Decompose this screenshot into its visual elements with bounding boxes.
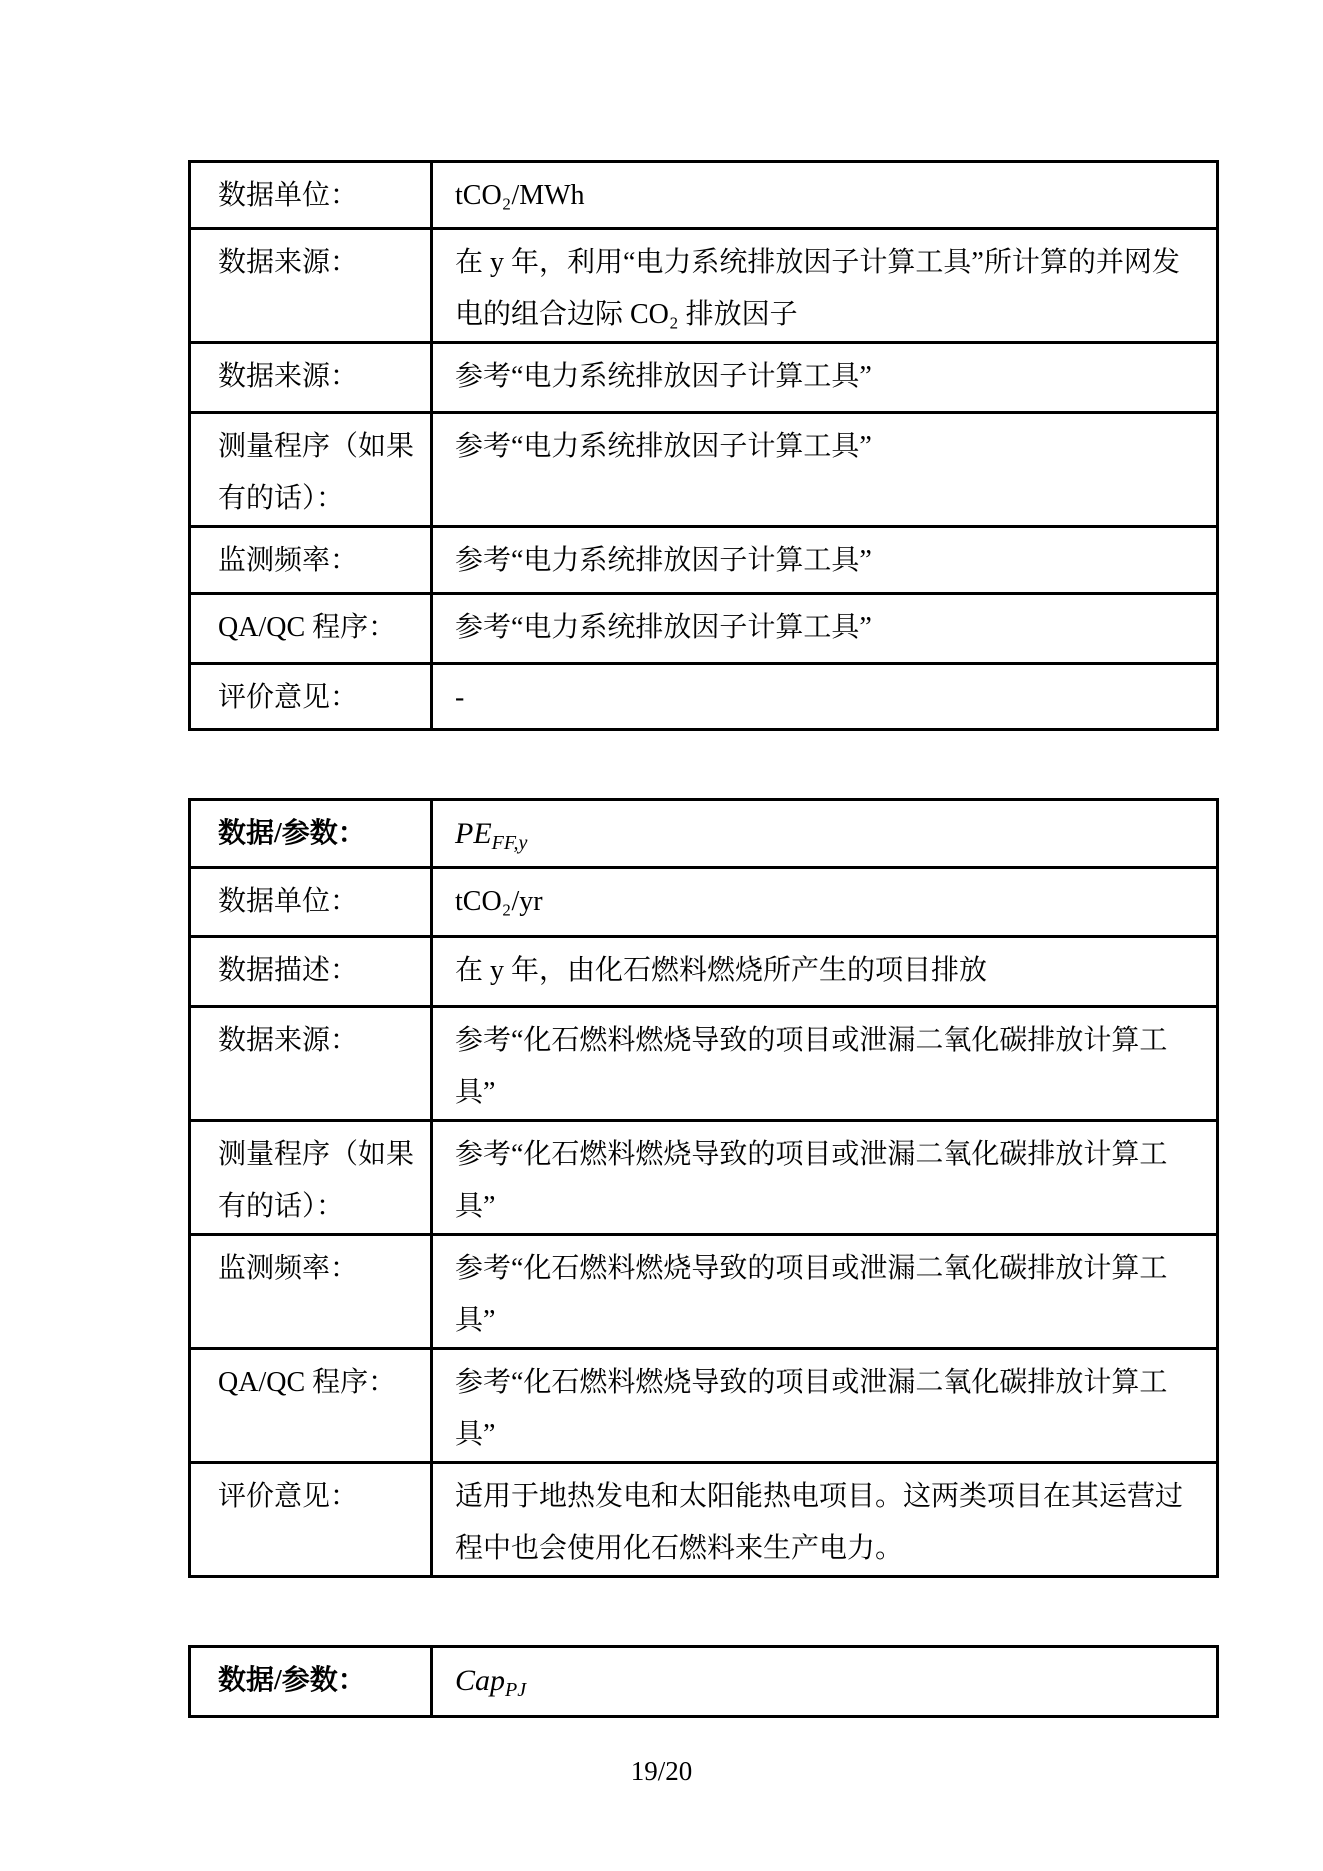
table-row xyxy=(190,229,1218,343)
row-value: 参考“电力系统排放因子计算工具” xyxy=(432,594,1218,664)
table-row xyxy=(190,1121,1218,1235)
row-value xyxy=(432,800,1218,868)
parameter-formula xyxy=(455,1664,527,1701)
table-row xyxy=(190,800,1218,868)
formula-subscript: FF,y xyxy=(491,832,528,854)
table-row xyxy=(190,1647,1218,1717)
row-value: tCO₂/MWh xyxy=(432,162,1218,229)
row-label: 数据/参数： xyxy=(190,1647,432,1717)
parameter-formula xyxy=(455,817,528,854)
row-label: 测量程序（如果有的话）： xyxy=(190,1121,432,1235)
row-label: QA/QC 程序： xyxy=(190,1349,432,1463)
row-label: 评价意见： xyxy=(190,1463,432,1577)
row-label: 数据来源： xyxy=(190,343,432,413)
row-value: 参考“电力系统排放因子计算工具” xyxy=(432,413,1218,527)
row-value: 参考“电力系统排放因子计算工具” xyxy=(432,527,1218,594)
table-row xyxy=(190,664,1218,730)
row-value: 参考“化石燃料燃烧导致的项目或泄漏二氧化碳排放计算工具” xyxy=(432,1235,1218,1349)
table-row xyxy=(190,594,1218,664)
row-label: 数据/参数： xyxy=(190,800,432,868)
parameter-table-3 xyxy=(188,1645,1219,1718)
table-row xyxy=(190,1235,1218,1349)
row-value: - xyxy=(432,664,1218,730)
row-label: 数据单位： xyxy=(190,162,432,229)
row-label: 监测频率： xyxy=(190,527,432,594)
row-value: 在 y 年，利用“电力系统排放因子计算工具”所计算的并网发电的组合边际 CO₂ 排放因子 xyxy=(432,229,1218,343)
page-content xyxy=(188,160,1184,1785)
row-label: 监测频率： xyxy=(190,1235,432,1349)
table-row xyxy=(190,1349,1218,1463)
row-label: QA/QC 程序： xyxy=(190,594,432,664)
row-value: 适用于地热发电和太阳能热电项目。这两类项目在其运营过程中也会使用化石燃料来生产电力。 xyxy=(432,1463,1218,1577)
formula-subscript: PJ xyxy=(505,1679,527,1701)
row-label: 数据单位： xyxy=(190,868,432,937)
row-label: 数据来源： xyxy=(190,229,432,343)
formula-base: PE xyxy=(455,817,492,850)
row-value: tCO₂/yr xyxy=(432,868,1218,937)
table-row xyxy=(190,162,1218,229)
table-row xyxy=(190,413,1218,527)
formula-base: Cap xyxy=(455,1664,506,1697)
parameter-table-2 xyxy=(188,798,1219,1578)
row-value: 参考“化石燃料燃烧导致的项目或泄漏二氧化碳排放计算工具” xyxy=(432,1349,1218,1463)
row-value: 参考“化石燃料燃烧导致的项目或泄漏二氧化碳排放计算工具” xyxy=(432,1121,1218,1235)
row-value xyxy=(432,1647,1218,1717)
row-label: 数据描述： xyxy=(190,937,432,1007)
table-row xyxy=(190,868,1218,937)
page-number: 19/20 xyxy=(630,1756,693,1786)
table-row xyxy=(190,1463,1218,1577)
table-row xyxy=(190,937,1218,1007)
table-row xyxy=(190,343,1218,413)
row-value: 参考“化石燃料燃烧导致的项目或泄漏二氧化碳排放计算工具” xyxy=(432,1007,1218,1121)
row-value: 参考“电力系统排放因子计算工具” xyxy=(432,343,1218,413)
row-label: 评价意见： xyxy=(190,664,432,730)
table-row xyxy=(190,1007,1218,1121)
row-label: 测量程序（如果有的话）： xyxy=(190,413,432,527)
row-label: 数据来源： xyxy=(190,1007,432,1121)
row-value: 在 y 年，由化石燃料燃烧所产生的项目排放 xyxy=(432,937,1218,1007)
parameter-table-1 xyxy=(188,160,1219,731)
table-row xyxy=(190,527,1218,594)
